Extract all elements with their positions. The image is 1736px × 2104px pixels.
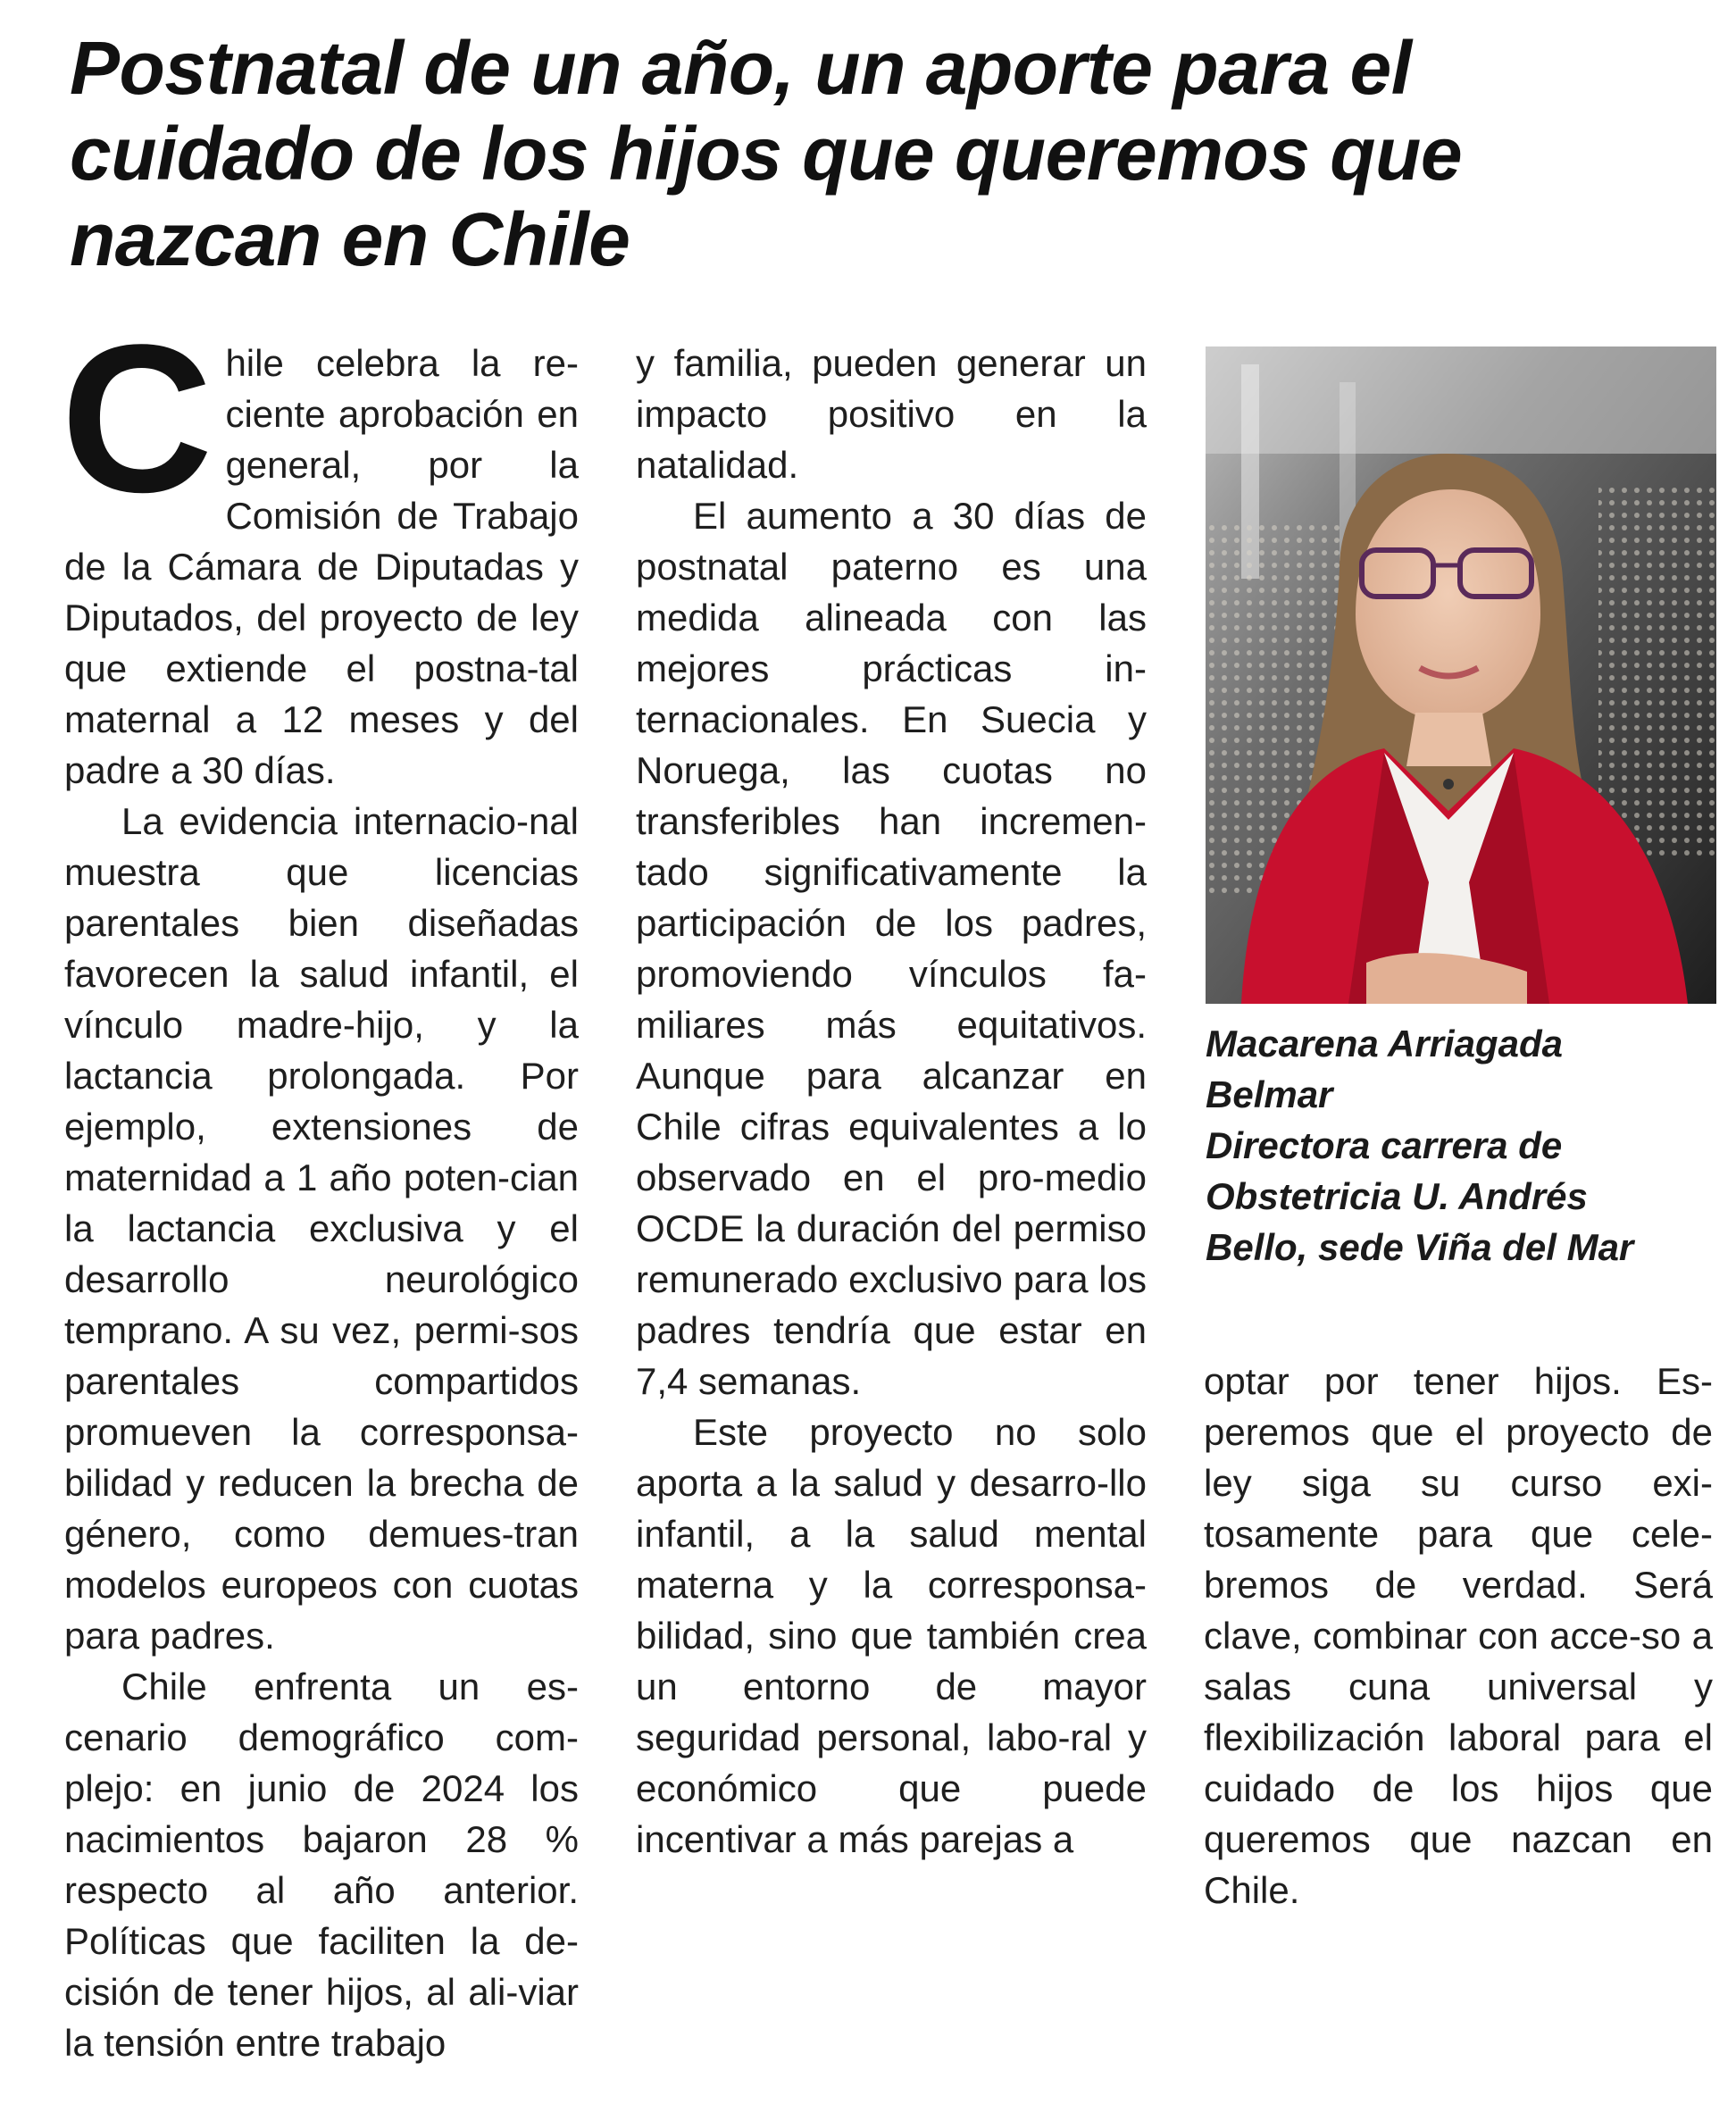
article-column-2 (636, 338, 1147, 1865)
article-paragraph: Este proyecto no solo aporta a la salud y desarro-llo infantil, a la salud mental materna y la corresponsa-bilidad, sino que también crea un entorno de mayor seguridad personal, labo-ral y económico que puede incentivar a más parejas a (636, 1411, 1147, 1860)
author-name: Macarena Arriagada (1206, 1023, 1563, 1065)
article-paragraph: Chile enfrenta un es-cenario demográfico com-plejo: en junio de 2024 los nacimientos bajaron 28 % respecto al año anterior. Políticas que faciliten la de-cisión de tener hijos, al ali-viar la tensión entre trabajo (64, 1666, 579, 2064)
photo-caption (1206, 1018, 1723, 1273)
article-paragraph: optar por tener hijos. Es-peremos que el proyecto de ley siga su curso exi-tosamente para que cele-bremos de verdad. Será clave, combinar con acce-so a salas cuna universal y flexibilización laboral para el cuidado de los hijos que queremos que nazcan en Chile. (1204, 1360, 1713, 1911)
author-role: Bello, sede Viña del Mar (1206, 1226, 1634, 1268)
article-paragraph: La evidencia internacio-nal muestra que licencias parentales bien diseñadas favorecen la salud infantil, el vínculo madre-hijo, y la lactancia prolongada. Por ejemplo, extensiones de maternidad a 1 año poten-cian la lactancia exclusiva y el desarrollo neurológico temprano. A su vez, permi-sos parentales compartidos promueven la corresponsa-bilidad y reducen la brecha de género, como demues-tran modelos europeos con cuotas para padres. (64, 800, 579, 1657)
article-column-3 (1204, 1356, 1713, 1916)
article-paragraph: El aumento a 30 días de postnatal paterno es una medida alineada con las mejores prácticas in-ternacionales. En Suecia y Noruega, las cuotas no transferibles han incremen-tado significativamente la participación de los padres, promoviendo vínculos fa-miliares más equitativos. Aunque para alcanzar en Chile cifras equivalentes a lo observado en el pro-medio OCDE la duración del permiso remunerado exclusivo para los padres tendría que estar en 7,4 semanas. (636, 495, 1147, 1402)
article-paragraph: y familia, pueden generar un impacto positivo en la natalidad. (636, 342, 1147, 486)
author-role: Directora carrera de (1206, 1124, 1563, 1166)
article-paragraph (61, 301, 579, 796)
headline: Postnatal de un año, un aporte para el cuidado de los hijos que queremos que nazcan en Chile (70, 26, 1463, 281)
paragraph-text: hile celebra la re-ciente aprobación en general, por la Comisión de Trabajo de la Cámara de Diputadas y Diputados, del proyecto de ley que extiende el postna-tal maternal a 12 meses y del padre a 30 días. (64, 342, 579, 791)
author-role: Obstetricia U. Andrés (1206, 1175, 1588, 1217)
drop-cap: C (61, 301, 213, 537)
author-photo (1206, 346, 1716, 1004)
article-column-1 (61, 301, 579, 2068)
author-name: Belmar (1206, 1073, 1333, 1115)
author-portrait-image (1206, 346, 1716, 1004)
